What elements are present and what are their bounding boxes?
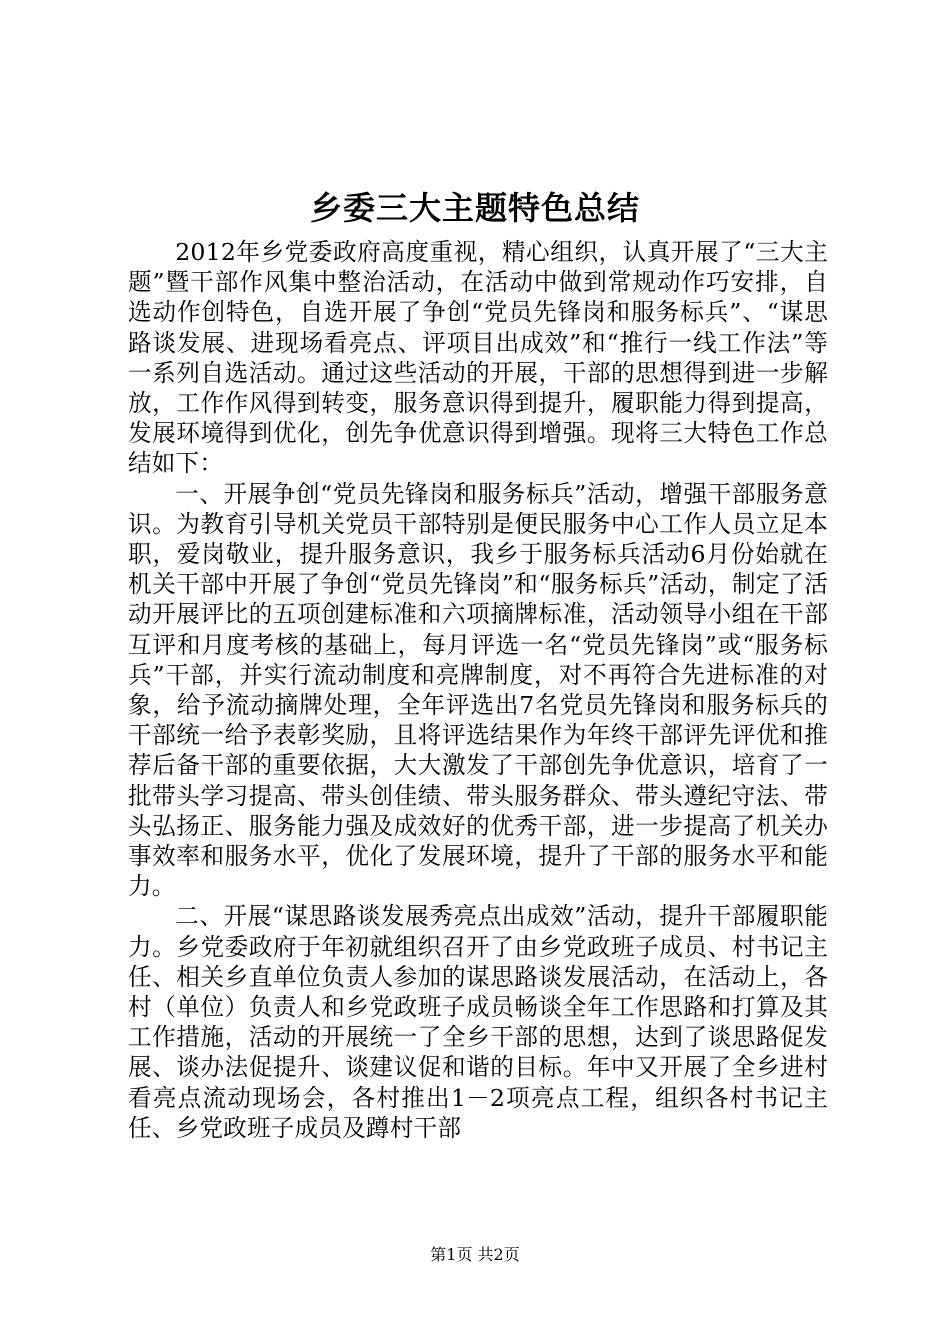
paragraph-section-one: 一、开展争创“党员先锋岗和服务标兵”活动，增强干部服务意识。为教育引导机关党员干部特别是便民服务中心工作人员立足本职，爱岗敬业，提升服务意识，我乡于服务标兵活动6月份始就在机关干部中开展了争创“党员先锋岗”和“服务标兵”活动，制定了活动开展评比的五项创建标准和六项摘牌标准，活动领导小组在干部互评和月度考核的基础上，每月评选一名“党员先锋岗”或“服务标兵”干部，并实行流动制度和亮牌制度，对不再符合先进标准的对象，给予流动摘牌处理，全年评选出7名党员先锋岗和服务标兵的干部统一给予表彰奖励，且将评选结果作为年终干部评先评优和推荐后备干部的重要依据，大大激发了干部创先争优意识，培育了一批带头学习提高、带头创佳绩、带头服务群众、带头遵纪守法、带头弘扬正、服务能力强及成效好的优秀干部，进一步提高了机关办事效率和服务水平，优化了发展环境，提升了干部的服务水平和能力。 bbox=[128, 479, 828, 901]
paragraph-section-two: 二、开展“谋思路谈发展秀亮点出成效”活动，提升干部履职能力。乡党委政府于年初就组织召开了由乡党政班子成员、村书记主任、相关乡直单位负责人参加的谋思路谈发展活动，在活动上，各村（单位）负责人和乡党政班子成员畅谈全年工作思路和打算及其工作措施，活动的开展统一了全乡干部的思想，达到了谈思路促发展、谈办法促提升、谈建议促和谐的目标。年中又开展了全乡进村看亮点流动现场会，各村推出1－2项亮点工程，组织各村书记主任、乡党政班子成员及蹲村干部 bbox=[128, 902, 828, 1142]
document-body bbox=[128, 237, 828, 1143]
document-title: 乡委三大主题特色总结 bbox=[309, 189, 640, 227]
paragraph-intro: 2012年乡党委政府高度重视，精心组织，认真开展了“三大主题”暨干部作风集中整治活动，在活动中做到常规动作巧安排，自选动作创特色，自选开展了争创“党员先锋岗和服务标兵”、“谋思路谈发展、进现场看亮点、评项目出成效”和“推行一线工作法”等一系列自选活动。通过这些活动的开展，干部的思想得到进一步解放，工作作风得到转变，服务意识得到提升，履职能力得到提高，发展环境得到优化，创先争优意识得到增强。现将三大特色工作总结如下： bbox=[128, 238, 828, 478]
page-footer: 第1页 共2页 bbox=[430, 1245, 520, 1264]
